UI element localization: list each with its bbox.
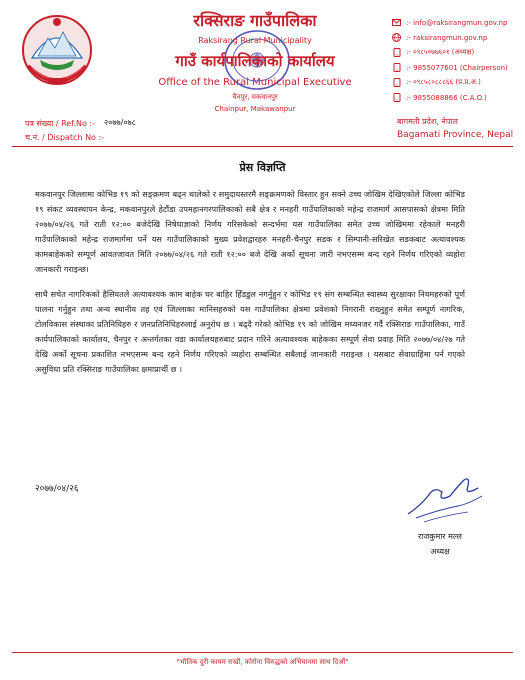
- phone-chair-np-text: :- ०९८५०७७६०१ (अध्यक्ष): [406, 48, 475, 56]
- footer-divider: [12, 652, 513, 653]
- phone-icon: [392, 63, 401, 72]
- address-english: Chainpur, Makawanpur: [214, 105, 296, 113]
- paragraph-2: साथै सचेत नागरिकको हैसियतले अत्यावश्यक काम बाहेक घर बाहिर हिँडडुल नगर्नुहुन र कोभिड १९ संग सम्बन्धित स्वास्थ्य सुरक्षाका नियमहरुको पूर्ण पालना गर्नुहुन तथा अन्य स्थानीय तह एवं जिल्लाका मानिसहरुको यस गाउँपालिका क्षेत्रमा प्रवेशको निगरानी राख्नुहुन समेत सम्पूर्ण नागरिक, टोलविकास संस्थाका प्रतिनिधिहरु र जनप्रतिनिधिहरुलाई अनुरोध छ । बढ्दै गरेको कोभिड १९ को जोखिम मध्यनजर गर्दै रक्सिराङ गाउँपालिका, गाउँ कार्यपालिकाको कार्यालय, चैनपुर र अन्तर्गतका वडा कार्यालयहरुबाट प्रदान गरिने अत्यावश्यक बाहेकका सम्पूर्ण सेवा प्रवाह मिति २०७७/०४/२७ गते देखि अर्को सूचना प्रकाशित नभएसम्म बन्द रहने निर्णय गरिएको व्यहोरा सम्बन्धित सबैलाई जानकारी गराइन्छ । यसबाट सेवाग्राहिमा पर्न गएको असुविधा प्रति रक्सिराङ गाउँपालिका क्षमाप्रार्थी छ ।: [35, 289, 465, 374]
- phone-icon: [392, 93, 401, 102]
- contact-phone-cao-np: [392, 75, 522, 90]
- envelope-icon: [392, 18, 401, 27]
- letter-title: प्रेस विज्ञप्ति: [239, 161, 286, 174]
- contact-phone-cao-en: [392, 90, 522, 105]
- footer-slogan: "भौतिक दुरी कायम राखौं, कोरोना विरुद्धको अभियानमा साथ दिऔं": [176, 658, 349, 666]
- contact-email: [392, 15, 522, 30]
- contact-phone-chair-en: [392, 60, 522, 75]
- phone-cao-np-text: :- ०९८५८०८८८६६ (प्र.प्र.अ.): [406, 78, 481, 86]
- phone-chair-en-text: :- 9855077601 (Chairperson): [406, 63, 508, 72]
- email-text: :- info@raksirangmun.gov.np: [406, 18, 508, 27]
- handwritten-signature: [398, 466, 488, 526]
- office-title-nepali: गाउँ कार्यपालिकाको कार्यालय: [175, 52, 335, 70]
- phone-cao-en-text: :- 9855088866 (C.A.O.): [406, 93, 487, 102]
- phone-icon: [392, 48, 401, 57]
- province-english: Bagamati Province, Nepal: [397, 130, 514, 140]
- globe-icon: [392, 33, 401, 42]
- address-nepali: चैनपुर, मकवानपुर: [232, 93, 278, 101]
- ref-number-label: पत्र संख्या / Ref.No :-: [25, 119, 95, 128]
- website-text: :- raksirangmun.gov.np: [406, 33, 488, 42]
- signer-name: राजकुमार मल्ल: [418, 532, 462, 541]
- phone-icon: [392, 78, 401, 87]
- contact-phone-chair-np: [392, 45, 522, 60]
- dispatch-number-label: च.नं. / Dispatch No :-: [25, 133, 105, 142]
- letter-date: २०७७/०४/२६: [35, 484, 79, 494]
- office-name-nepali: रक्सिराङ गाउँपालिका: [193, 11, 317, 30]
- signer-designation: अध्यक्ष: [430, 547, 450, 556]
- paragraph-1: मकवानपुर जिल्लामा कोभिड १९ को सङ्क्रमण बढ्न थालेको र समुदायस्तरमै सङ्क्रमणको विस्तार हुन सक्ने उच्च जोखिम देखिएकोले जिल्ला कोभिड १९ संकट व्यवस्थापन केन्द्र, मकवानपुरले हेटौंडा उपमहानगरपालिकाको सबै क्षेत्र र मनहरी गाउँपालिकाको महेन्द्र राजमार्ग आसपासको क्षेत्रमा मिति २०७७/०४/२६ गते राती १२:०० बजेदेखि निषेधाज्ञाको निर्णय गरिसकेको सन्दर्भमा यस गाउँपालिका समेत उच्च जोखिममा रहेकाले मनहरी गाउँपालिकाको महेन्द्र राजमार्गमा पर्ने यस गाउँपालिकाको मुख्य प्रवेशद्वारहरु मनहरी-चैनपुर सडक र सिम्पानी-सरिखेत सडकबाट अत्यावश्यक कामबाहेकको सम्पूर्ण आवतजावत मिति २०७७/०४/२६ गते राती १२:०० बजे देखि अर्को सूचना जारी नभएसम्म बन्द रहने निर्णय गरिएको व्यहोरा जानकारी गराइन्छ।: [35, 189, 465, 274]
- office-title-english: Office of the Rural Municipal Executive: [158, 77, 352, 88]
- header-divider: [12, 146, 513, 147]
- rural-municipality-name: Raksirang Rural Municipality: [198, 36, 312, 45]
- ref-number-value: २०७७/०७८: [104, 118, 136, 127]
- province-nepali: बागमती प्रदेश, नेपाल: [397, 117, 458, 126]
- contact-website: [392, 30, 522, 45]
- contact-block: [392, 15, 522, 105]
- nepal-emblem-logo: [18, 8, 96, 94]
